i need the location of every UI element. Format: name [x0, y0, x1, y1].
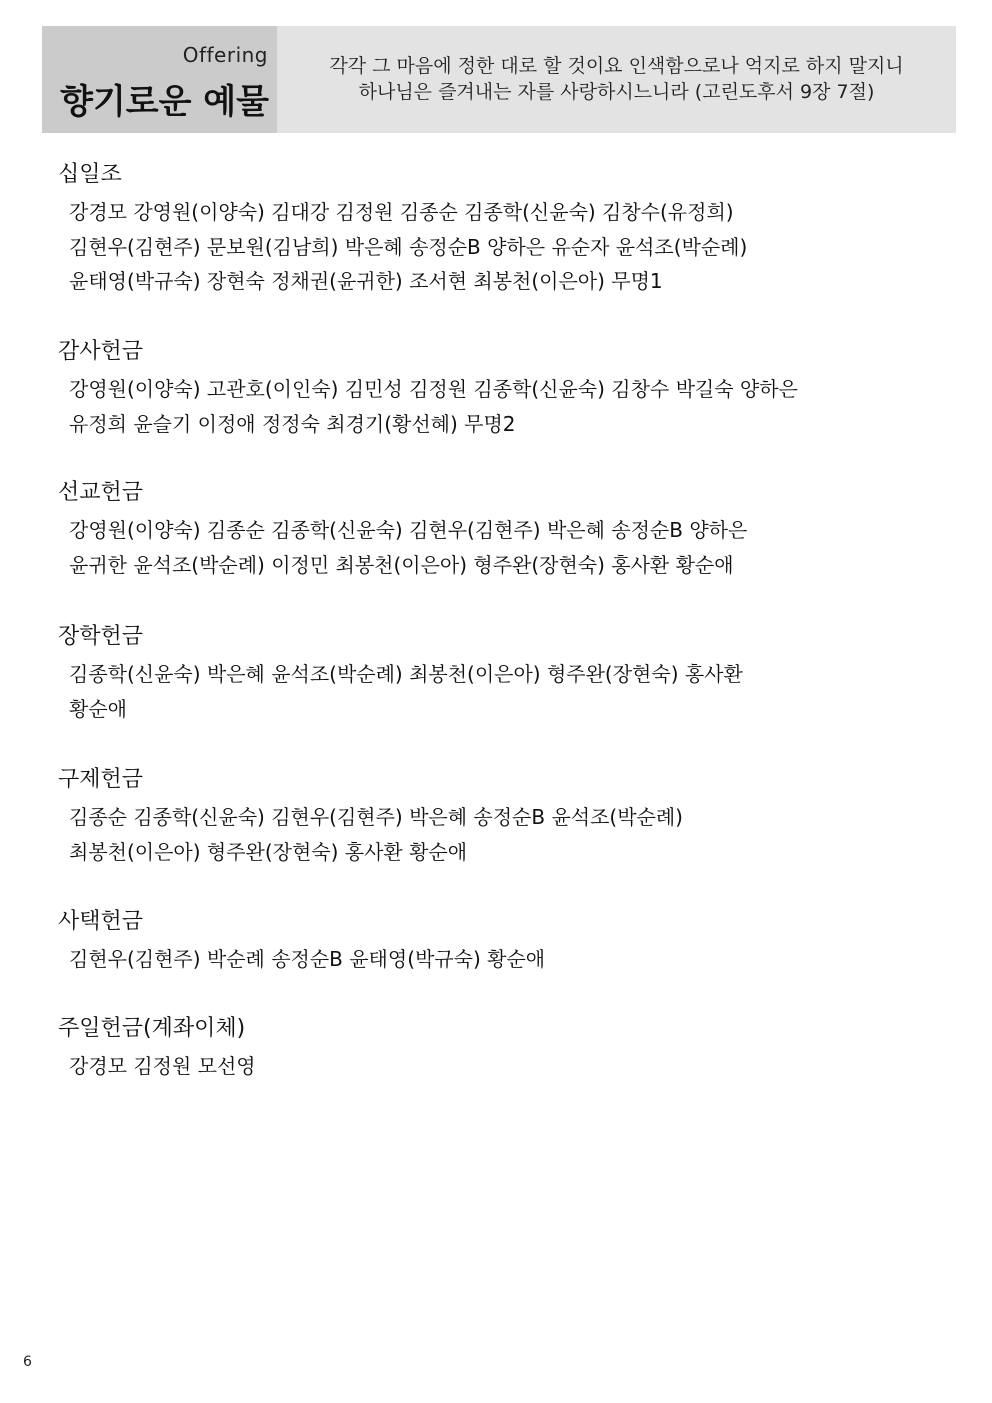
name-line: 김종학(신윤숙) 박은혜 윤석조(박순례) 최봉천(이은아) 형주완(장현숙) 홍사환 — [69, 662, 743, 686]
korean-title: 향기로운 예물 — [60, 82, 269, 122]
section-title: 장학헌금 — [58, 624, 144, 649]
section-title: 주일헌금(계좌이체) — [58, 1016, 246, 1041]
section-title: 감사헌금 — [58, 339, 144, 364]
name-line: 강경모 강영원(이양숙) 김대강 김정원 김종순 김종학(신윤숙) 김창수(유정희) — [69, 200, 734, 224]
name-line: 강경모 김정원 모선영 — [69, 1054, 256, 1078]
name-line: 김현우(김현주) 박순례 송정순B 윤태영(박규숙) 황순애 — [69, 947, 546, 971]
name-line: 유정희 윤슬기 이정애 정정숙 최경기(황선혜) 무명2 — [69, 411, 516, 436]
name-line: 김종순 김종학(신윤숙) 김현우(김현주) 박은혜 송정순B 윤석조(박순례) — [69, 805, 683, 829]
bible-verse — [277, 53, 956, 105]
name-line: 강영원(이양숙) 김종순 김종학(신윤숙) 김현우(김현주) 박은혜 송정순B 양하은 — [69, 518, 748, 542]
name-line: 황순애 — [69, 696, 127, 721]
section-thanksgiving — [58, 337, 938, 441]
section-title: 십일조 — [58, 162, 122, 187]
name-line: 김현우(김현주) 문보원(김남희) 박은혜 송정순B 양하은 유순자 윤석조(박순례) — [69, 234, 748, 259]
name-line: 최봉천(이은아) 형주완(장현숙) 홍사환 황순애 — [69, 839, 468, 864]
section-tithe — [58, 160, 938, 299]
section-title: 선교헌금 — [58, 480, 144, 505]
verse-line-1: 각각 그 마음에 정한 대로 할 것이요 인색함으로나 억지로 하지 말지니 — [329, 55, 904, 77]
header-title-box — [42, 26, 277, 133]
verse-line-2: 하나님은 즐겨내는 자를 사랑하시느니라 (고린도후서 9장 7절) — [358, 81, 875, 103]
section-parsonage — [58, 907, 938, 977]
section-title: 구제헌금 — [58, 767, 144, 792]
offering-header — [42, 26, 956, 133]
section-relief — [58, 765, 938, 869]
section-scholarship — [58, 622, 938, 726]
page-number: 6 — [23, 1354, 32, 1370]
section-title: 사택헌금 — [58, 909, 144, 934]
name-line: 윤귀한 윤석조(박순례) 이정민 최봉천(이은아) 형주완(장현숙) 홍사환 황순애 — [69, 552, 734, 577]
section-mission — [58, 478, 938, 582]
english-title: Offering — [182, 43, 268, 67]
name-line: 윤태영(박규숙) 장현숙 정채권(윤귀한) 조서현 최봉천(이은아) 무명1 — [69, 269, 663, 293]
name-line: 강영원(이양숙) 고관호(이인숙) 김민성 김정원 김종학(신윤숙) 김창수 박길숙 양하은 — [69, 377, 798, 401]
section-sunday-transfer — [58, 1014, 938, 1084]
